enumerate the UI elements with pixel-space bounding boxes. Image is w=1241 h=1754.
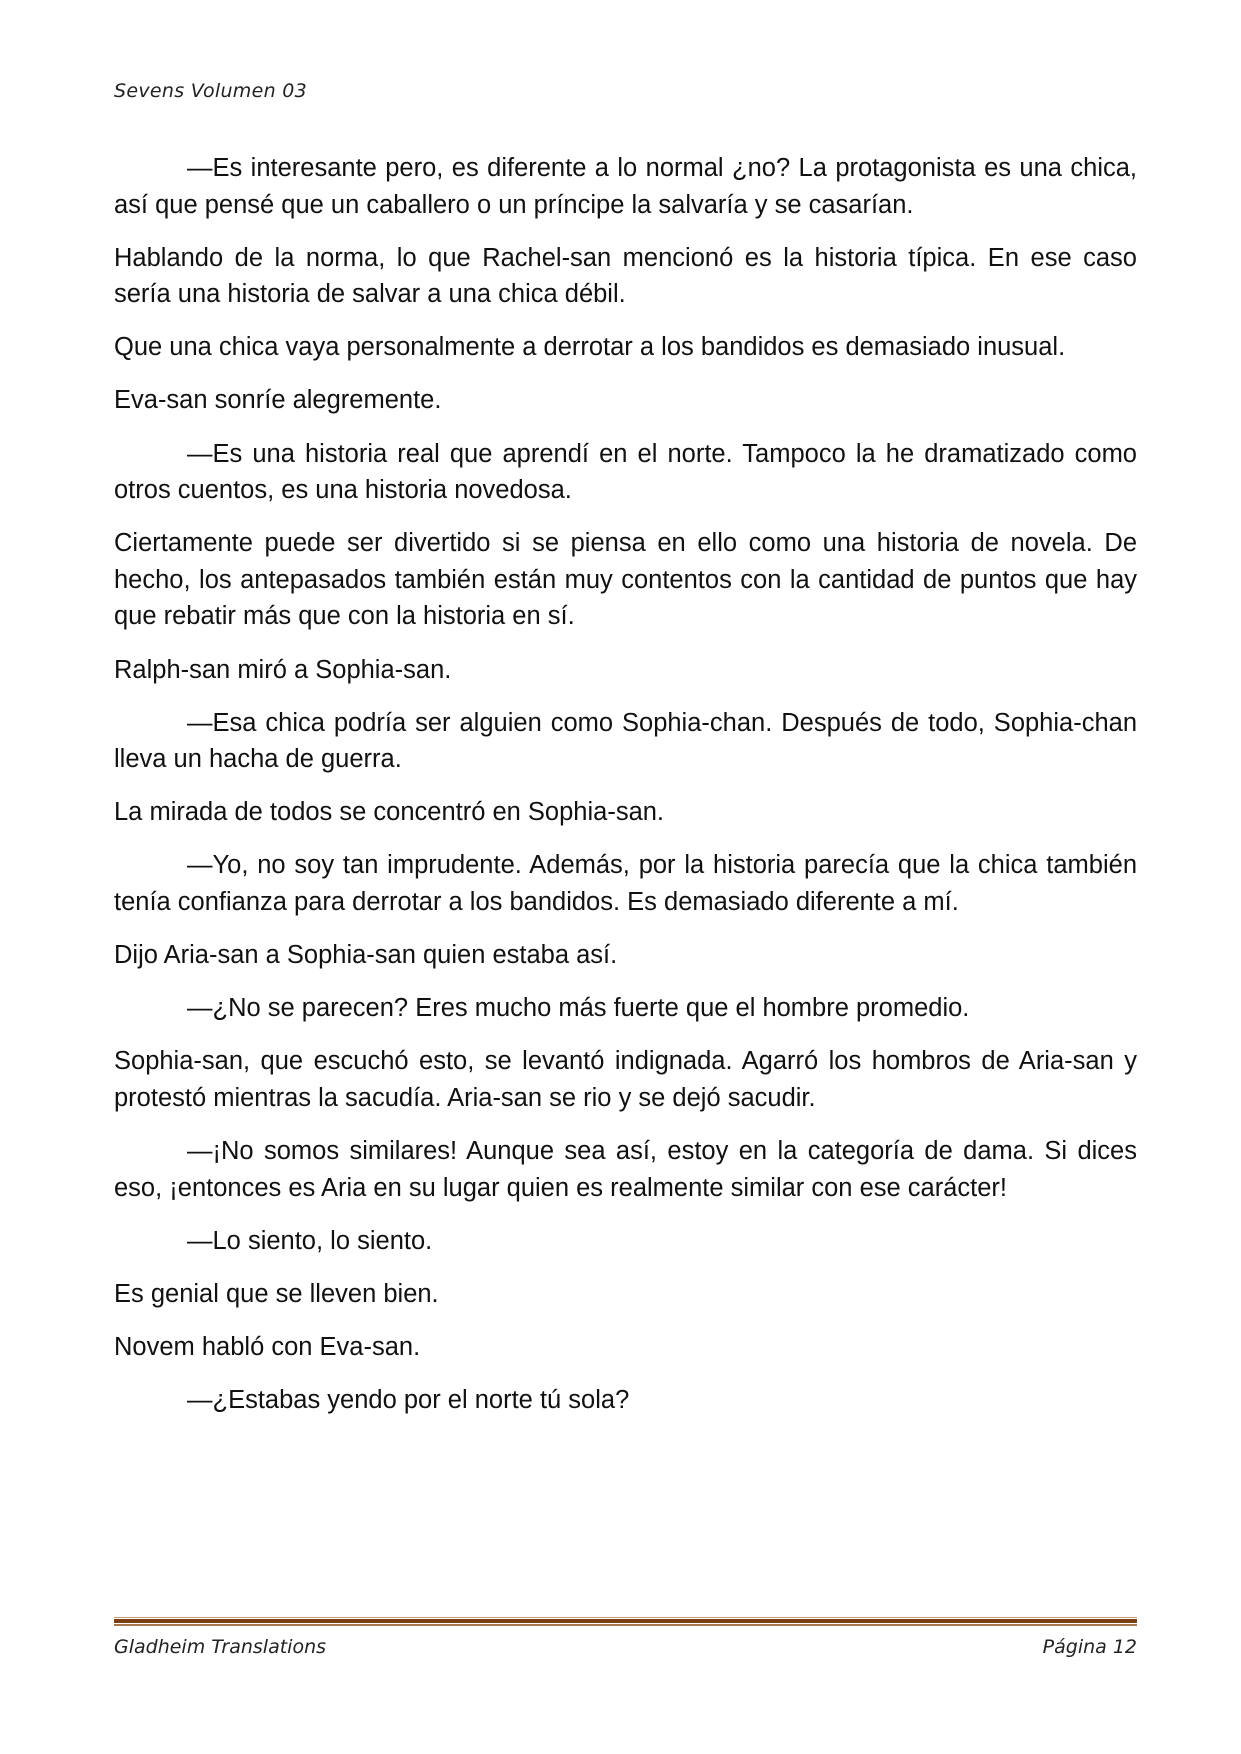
- paragraph: —¡No somos similares! Aunque sea así, estoy en la categoría de dama. Si dices eso, ¡entonces es Aria en su lugar quien es realmente similar con ese carácter!: [114, 1136, 1137, 1202]
- paragraph: —Esa chica podría ser alguien como Sophia-chan. Después de todo, Sophia-chan lleva un hacha de guerra.: [114, 708, 1137, 774]
- paragraph: Novem habló con Eva-san.: [114, 1332, 421, 1361]
- paragraph: Hablando de la norma, lo que Rachel-san mencionó es la historia típica. En ese caso sería una historia de salvar a una chica débil.: [114, 243, 1137, 309]
- paragraph: —¿No se parecen? Eres mucho más fuerte que el hombre promedio.: [187, 994, 970, 1023]
- paragraph: —Es interesante pero, es diferente a lo normal ¿no? La protagonista es una chica, así que pensé que un caballero o un príncipe la salvaría y se casarían.: [114, 154, 1137, 219]
- footer-divider: [114, 1617, 1137, 1626]
- running-header: Sevens Volumen 03: [114, 80, 308, 102]
- paragraph: Ralph-san miró a Sophia-san.: [114, 655, 452, 684]
- page-number: Página 12: [1042, 1636, 1137, 1658]
- paragraph: —¿Estabas yendo por el norte tú sola?: [187, 1385, 630, 1414]
- paragraph: Eva-san sonríe alegremente.: [114, 386, 442, 415]
- footer-translator: Gladheim Translations: [114, 1636, 327, 1658]
- paragraph: —Yo, no soy tan imprudente. Además, por la historia parecía que la chica también tenía confianza para derrotar a los bandidos. Es demasiado diferente a mí.: [114, 851, 1137, 916]
- paragraph: Dijo Aria-san a Sophia-san quien estaba así.: [114, 941, 618, 970]
- paragraph: Ciertamente puede ser divertido si se piensa en ello como una historia de novela. De hecho, los antepasados también están muy contentos con la cantidad de puntos que hay que rebatir más que con la historia en sí.: [114, 529, 1137, 631]
- page-body: [114, 150, 1137, 1435]
- paragraph: —Lo siento, lo siento.: [187, 1226, 433, 1255]
- paragraph: —Es una historia real que aprendí en el norte. Tampoco la he dramatizado como otros cuentos, es una historia novedosa.: [114, 439, 1137, 505]
- paragraph: La mirada de todos se concentró en Sophia-san.: [114, 798, 665, 827]
- paragraph: Que una chica vaya personalmente a derrotar a los bandidos es demasiado inusual.: [114, 333, 1066, 362]
- paragraph: Sophia-san, que escuchó esto, se levantó indignada. Agarró los hombros de Aria-san y protestó mientras la sacudía. Aria-san se rio y se dejó sacudir.: [114, 1047, 1137, 1112]
- paragraph: Es genial que se lleven bien.: [114, 1279, 439, 1308]
